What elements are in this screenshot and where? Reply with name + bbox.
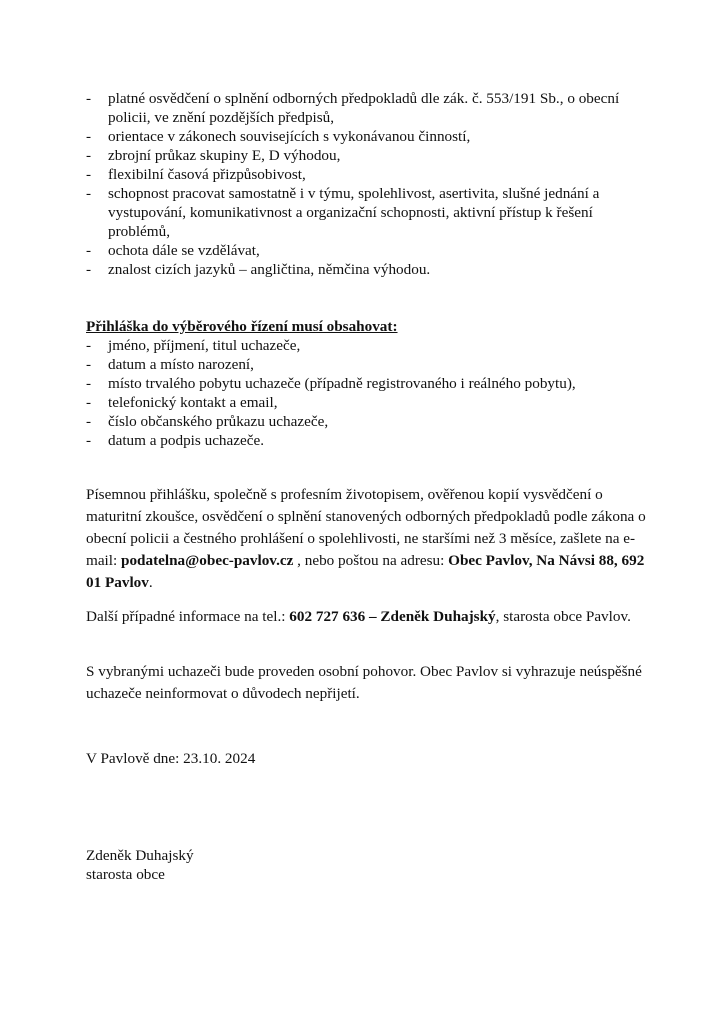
contact-phone-name: 602 727 636 – Zdeněk Duhajský	[289, 608, 496, 625]
requirements-list	[86, 89, 646, 279]
interview-paragraph: S vybranými uchazeči bude proveden osobní pohovor. Obec Pavlov si vyhrazuje neúspěšné uchazeče neinformovat o důvodech nepřijetí.	[86, 663, 642, 702]
date-line: V Pavlově dne: 23.10. 2024	[86, 750, 256, 767]
list-item: - ochota dále se vzdělávat,	[86, 241, 646, 260]
submission-paragraph	[86, 484, 646, 594]
application-list	[86, 336, 686, 450]
list-item: - jméno, příjmení, titul uchazeče,	[86, 336, 686, 355]
list-item: - místo trvalého pobytu uchazeče (případně registrovaného i reálného pobytu),	[86, 374, 686, 393]
list-item: - platné osvědčení o splnění odborných předpokladů dle zák. č. 553/191 Sb., o obecní policii, ve znění pozdějších předpisů,	[86, 89, 646, 127]
submission-text: Písemnou přihlášku, společně s profesním životopisem, ověřenou kopií vysvědčení o maturitní zkoušce, osvědčení o splnění stanovených odborných předpokladů podle zákona o obecní policii a čestného prohlášení o spolehlivosti, ne staršími než 3 měsíce, zašlete na e-mail:	[86, 486, 646, 569]
list-item: - znalost cizích jazyků – angličtina, němčina výhodou.	[86, 260, 646, 279]
signature-role: starosta obce	[86, 866, 165, 883]
contact-paragraph	[86, 606, 646, 628]
submission-text: , nebo poštou na adresu:	[293, 552, 449, 569]
list-item: - telefonický kontakt a email,	[86, 393, 686, 412]
email-address: podatelna@obec-pavlov.cz	[121, 552, 294, 569]
application-heading: Přihláška do výběrového řízení musí obsahovat:	[86, 318, 398, 335]
postal-address: Obec Pavlov, Na Návsi 88, 692 01 Pavlov	[86, 552, 645, 591]
list-item: - orientace v zákonech souvisejících s vykonávanou činností,	[86, 127, 646, 146]
list-item: - číslo občanského průkazu uchazeče,	[86, 412, 686, 431]
contact-text: Další případné informace na tel.:	[86, 608, 290, 625]
submission-text: .	[148, 574, 153, 591]
list-item: - datum a místo narození,	[86, 355, 686, 374]
list-item: - zbrojní průkaz skupiny E, D výhodou,	[86, 146, 646, 165]
signature-block	[86, 846, 194, 884]
list-item: - datum a podpis uchazeče.	[86, 431, 686, 450]
list-item: - flexibilní časová přizpůsobivost,	[86, 165, 646, 184]
signature-name: Zdeněk Duhajský	[86, 847, 194, 864]
contact-text: , starosta obce Pavlov.	[495, 608, 631, 625]
list-item: - schopnost pracovat samostatně i v týmu, spolehlivost, asertivita, slušné jednání a vystupování, komunikativnost a organizační schopnosti, aktivní přístup k řešení problémů,	[86, 184, 646, 241]
